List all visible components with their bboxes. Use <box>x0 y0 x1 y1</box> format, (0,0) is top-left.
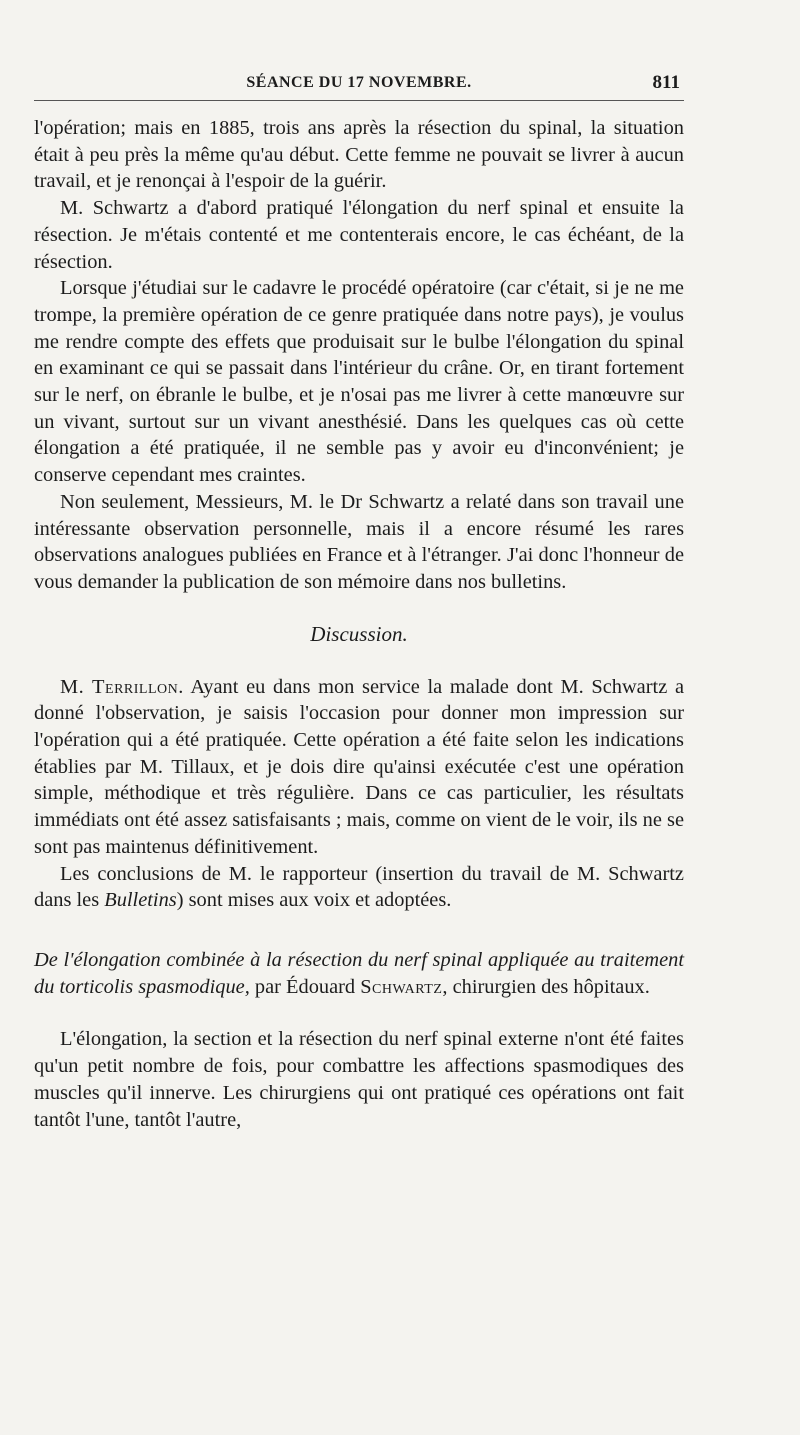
document-page <box>34 70 684 1133</box>
article-affiliation: , chirurgien des hôpitaux. <box>442 975 650 998</box>
article-by: par Édouard <box>249 975 361 998</box>
page-number: 811 <box>652 72 680 93</box>
conclusion-text-end: ) sont mises aux voix et adoptées. <box>176 889 452 912</box>
paragraph: M. Schwartz a d'abord pratiqué l'élongation du nerf spinal et ensuite la résection. Je m'étais contenté et me contenterais encore, le cas échéant, de la résection. <box>34 197 684 273</box>
section-title: Discussion. <box>310 621 408 646</box>
header-title: SÉANCE DU 17 NOVEMBRE. <box>246 74 472 91</box>
discussion-paragraph <box>34 674 684 861</box>
bulletins-italic: Bulletins <box>104 889 177 912</box>
spacer <box>34 1000 684 1026</box>
discussion-text: Ayant eu dans mon service la malade dont M. Schwartz a donné l'observation, je saisis l'occasion pour donner mon impression sur l'opération qui a été pratiquée. Cette opération a été faite selon les indications établies par M. Tillaux, et je dois dire qu'ainsi exécutée c'est une opération simple, méthodique et très régulière. Dans ce cas particulier, les résultats immédiats ont été assez satisfaisants ; mais, comme on vient de le voir, ils ne se sont pas maintenus définitivement. <box>34 675 684 858</box>
discussion-conclusion <box>34 861 684 914</box>
article-author: Schwartz <box>360 975 443 998</box>
paragraph: Non seulement, Messieurs, M. le Dr Schwartz a relaté dans son travail une intéressante observation personnelle, mais il a encore résumé les rares observations analogues publiées en France et à l'étranger. J'ai donc l'honneur de vous demander la publication de son mémoire dans nos bulletins. <box>34 490 684 593</box>
running-header <box>34 70 684 101</box>
article-title: De l'élongation combinée à la résection du nerf spinal appliquée au traitement du torticolis spasmodique, <box>34 948 684 998</box>
article-paragraph: L'élongation, la section et la résection du nerf spinal externe n'ont été faites qu'un petit nombre de fois, pour combattre les affections spasmodiques des muscles qu'il innerve. Les chirurgiens qui ont pratiqué ces opérations ont fait tantôt l'une, tantôt l'autre, <box>34 1028 684 1131</box>
conclusion-text-start: Les conclusions de M. le rapporteur (insertion du travail de M. Schwartz dans les <box>34 862 684 912</box>
article-heading <box>34 947 684 1000</box>
paragraph: Lorsque j'étudiai sur le cadavre le procédé opératoire (car c'était, si je ne me trompe, la première opération de ce genre pratiquée dans notre pays), je voulus me rendre compte des effets que produisait sur le bulbe l'élongation du spinal en examinant ce qui se passait dans l'intérieur du crâne. Or, en tirant fortement sur le nerf, on ébranle le bulbe, et je n'osai pas me livrer à cette manœuvre sur un vivant, surtout sur un vivant anesthésié. Dans les quelques cas où cette élongation a été pratiquée, il ne semble pas y avoir eu d'inconvénient; je conserve cependant mes craintes. <box>34 277 684 487</box>
paragraph: l'opération; mais en 1885, trois ans après la résection du spinal, la situation était à peu près la même qu'au début. Cette femme ne pouvait se livrer à aucun travail, et je renonçai à l'espoir de la guérir. <box>34 117 684 193</box>
speaker-name: M. Terrillon. <box>60 675 184 698</box>
